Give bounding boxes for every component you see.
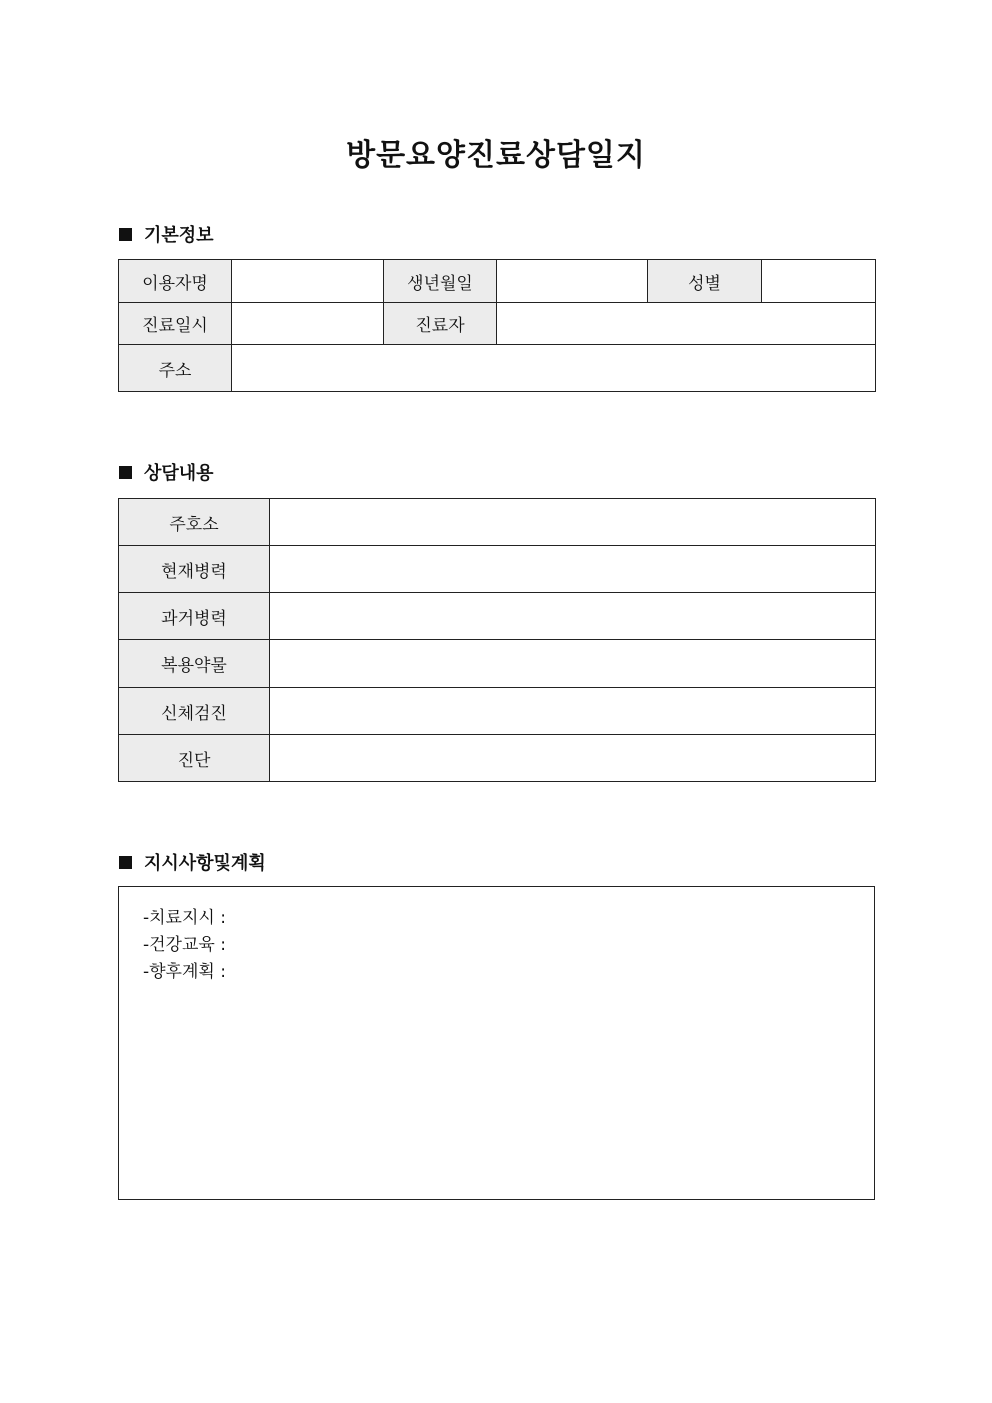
diagnosis-field[interactable] [270, 735, 876, 782]
square-bullet-icon [119, 228, 132, 241]
past-history-label: 과거병력 [119, 593, 270, 640]
section-heading-plan [119, 850, 266, 874]
gender-label: 성별 [648, 260, 762, 303]
doctor-field[interactable] [497, 303, 876, 345]
past-history-field[interactable] [270, 593, 876, 640]
birth-date-label: 생년월일 [384, 260, 497, 303]
section-heading-label: 상담내용 [144, 463, 214, 484]
plan-list [143, 905, 226, 986]
section-heading-label: 기본정보 [144, 225, 214, 246]
table-row [119, 640, 876, 688]
table-row [119, 593, 876, 640]
section-heading-consultation [119, 460, 214, 484]
treatment-instruction-item: -치료지시 : [143, 908, 226, 928]
table-row [119, 546, 876, 593]
section-heading-label: 지시사항및계획 [144, 853, 266, 874]
name-label: 이용자명 [119, 260, 232, 303]
square-bullet-icon [119, 466, 132, 479]
table-row [119, 260, 876, 303]
medications-label: 복용약물 [119, 640, 270, 688]
table-row [119, 499, 876, 546]
table-row [119, 345, 876, 392]
address-label: 주소 [119, 345, 232, 392]
birth-date-field[interactable] [497, 260, 648, 303]
name-field[interactable] [232, 260, 384, 303]
present-illness-label: 현재병력 [119, 546, 270, 593]
visit-date-field[interactable] [232, 303, 384, 345]
section-heading-basic-info [119, 222, 214, 246]
consultation-table [118, 498, 876, 782]
table-row [119, 688, 876, 735]
gender-field[interactable] [762, 260, 876, 303]
diagnosis-label: 진단 [119, 735, 270, 782]
table-row [119, 303, 876, 345]
future-plan-item: -향후계획 : [143, 962, 226, 982]
basic-info-table [118, 259, 876, 392]
doctor-label: 진료자 [384, 303, 497, 345]
visit-date-label: 진료일시 [119, 303, 232, 345]
medications-field[interactable] [270, 640, 876, 688]
square-bullet-icon [119, 856, 132, 869]
address-field[interactable] [232, 345, 876, 392]
page-title: 방문요양진료상담일지 [346, 138, 646, 173]
chief-complaint-label: 주호소 [119, 499, 270, 546]
table-row [119, 735, 876, 782]
plan-text-area[interactable] [118, 886, 875, 1200]
health-education-item: -건강교육 : [143, 935, 226, 955]
present-illness-field[interactable] [270, 546, 876, 593]
physical-exam-label: 신체검진 [119, 688, 270, 735]
physical-exam-field[interactable] [270, 688, 876, 735]
chief-complaint-field[interactable] [270, 499, 876, 546]
